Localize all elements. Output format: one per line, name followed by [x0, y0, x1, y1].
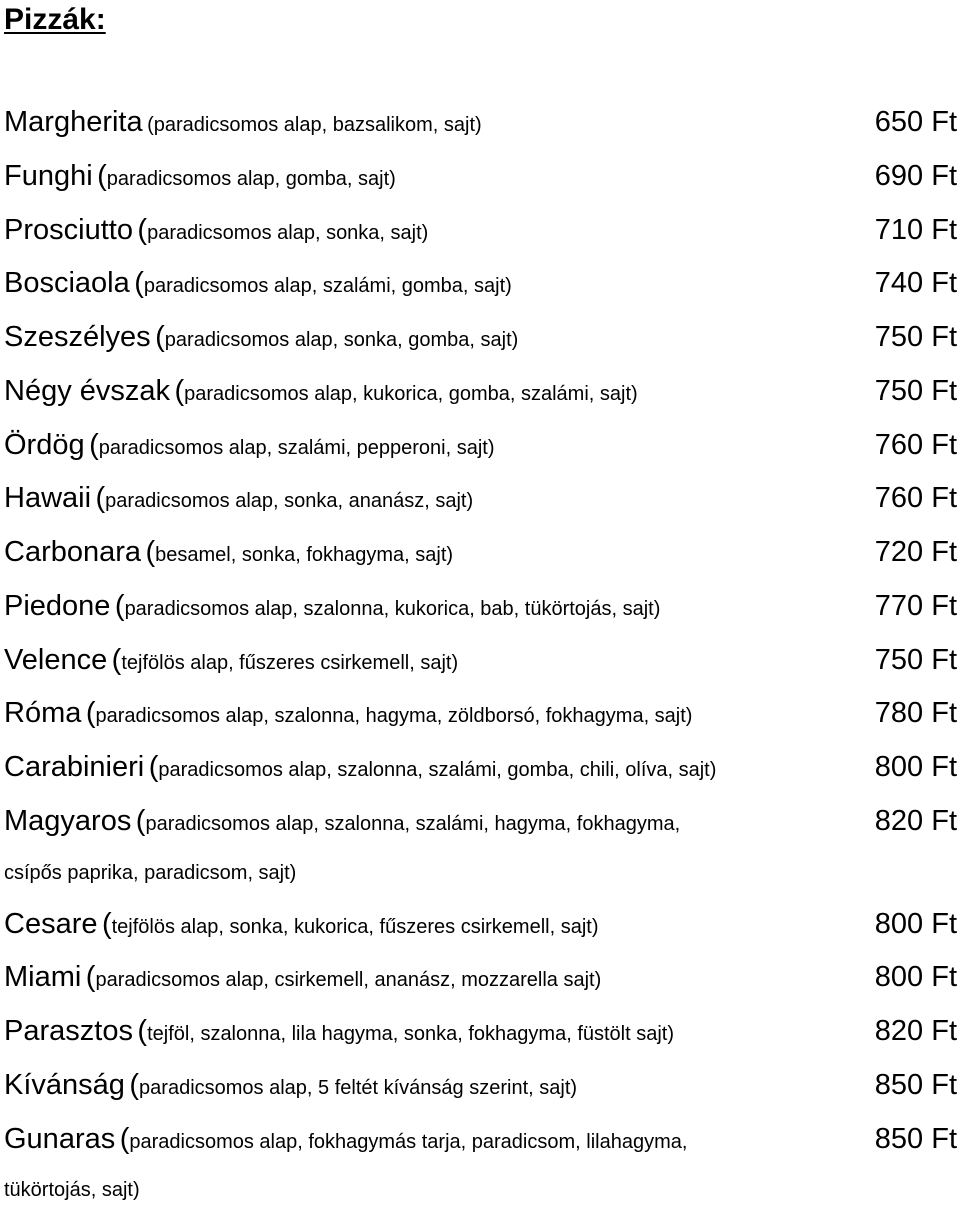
pizza-price: 760 Ft: [874, 482, 957, 515]
pizza-name: Prosciutto: [4, 213, 133, 246]
pizza-item-line: [0, 526, 960, 580]
ingredients-open-paren: (: [114, 589, 125, 622]
page-title: Pizzák:: [4, 3, 106, 36]
pizza-price: 750 Ft: [874, 643, 957, 676]
ingredients-open-paren: (: [145, 536, 156, 568]
pizza-item-line: [0, 311, 960, 365]
pizza-ingredients-continued: tükörtojás, sajt): [4, 1179, 140, 1202]
pizza-name: Cesare: [4, 907, 98, 940]
pizza-name: Carbonara: [4, 536, 142, 568]
ingredients-open-paren: (: [89, 428, 99, 461]
pizza-ingredients: tejfölös alap, fűszeres csirkemell, sajt): [121, 651, 459, 674]
pizza-item: [0, 795, 960, 898]
pizza-item-line: [0, 795, 960, 849]
ingredients-open-paren: (: [155, 321, 165, 353]
pizza-ingredients: paradicsomos alap, kukorica, gomba, szalámi, sajt): [184, 382, 638, 405]
pizza-item: [0, 472, 960, 526]
pizza-item-line: [0, 634, 960, 688]
pizza-ingredients: paradicsomos alap, csirkemell, ananász, mozzarella sajt): [95, 969, 602, 992]
pizza-item-line: [0, 687, 960, 741]
pizza-name: Róma: [4, 697, 82, 730]
pizza-name: Szeszélyes: [4, 321, 151, 353]
pizza-item-line: [0, 951, 960, 1005]
pizza-item: [0, 257, 960, 311]
pizza-list: [0, 96, 960, 1215]
pizza-item: [0, 1005, 960, 1059]
pizza-item-line: [0, 580, 960, 634]
pizza-item-line: [0, 419, 960, 473]
pizza-item-line: [0, 1059, 960, 1113]
pizza-item: [0, 150, 960, 204]
pizza-name: Carabinieri: [4, 751, 145, 783]
pizza-price: 750 Ft: [874, 321, 957, 353]
ingredients-open-paren: (: [95, 482, 106, 515]
pizza-ingredients: paradicsomos alap, szalonna, szalámi, gomba, chili, olíva, sajt): [158, 759, 717, 781]
pizza-item: [0, 419, 960, 473]
ingredients-open-paren: (: [129, 1068, 140, 1101]
pizza-item-line: [0, 150, 960, 204]
pizza-name: Négy évszak: [4, 374, 171, 407]
pizza-item-line: [0, 204, 960, 258]
pizza-price: 750 Ft: [874, 374, 957, 407]
pizza-price: 800 Ft: [874, 751, 957, 783]
pizza-ingredients: besamel, sonka, fokhagyma, sajt): [155, 544, 454, 566]
pizza-item: [0, 1113, 960, 1216]
pizza-price: 760 Ft: [874, 428, 957, 461]
pizza-name: Ördög: [4, 428, 85, 461]
pizza-name: Velence: [4, 643, 108, 676]
ingredients-open-paren: (: [119, 1122, 130, 1155]
pizza-price: 770 Ft: [874, 589, 957, 622]
ingredients-open-paren: (: [148, 751, 159, 783]
pizza-name: Magyaros: [4, 804, 132, 837]
pizza-item: [0, 951, 960, 1005]
ingredients-open-paren: (: [174, 374, 185, 407]
pizza-price: 800 Ft: [874, 907, 957, 940]
pizza-price: 820 Ft: [874, 1015, 957, 1047]
pizza-item: [0, 526, 960, 580]
pizza-name: Miami: [4, 961, 82, 994]
ingredients-open-paren: (: [111, 643, 122, 676]
pizza-item: [0, 898, 960, 952]
pizza-item-line: [0, 1113, 960, 1167]
pizza-price: 740 Ft: [874, 267, 957, 300]
pizza-ingredients: tejfölös alap, sonka, kukorica, fűszeres csirkemell, sajt): [111, 915, 599, 938]
ingredients-open-paren: (: [85, 697, 96, 730]
pizza-item: [0, 634, 960, 688]
pizza-ingredients: paradicsomos alap, sonka, ananász, sajt): [105, 490, 474, 513]
pizza-ingredients-continued: csípős paprika, paradicsom, sajt): [4, 861, 297, 884]
pizza-price: 850 Ft: [874, 1122, 957, 1155]
pizza-item-line: [0, 898, 960, 952]
pizza-name: Parasztos: [4, 1015, 133, 1047]
pizza-item-line: [0, 96, 960, 150]
pizza-item-line: [0, 1005, 960, 1059]
pizza-ingredients: paradicsomos alap, szalámi, pepperoni, sajt): [98, 436, 495, 459]
ingredients-open-paren: (: [101, 907, 112, 940]
pizza-ingredients: paradicsomos alap, gomba, sajt): [106, 167, 396, 190]
pizza-name: Margherita: [4, 106, 143, 138]
pizza-ingredients: paradicsomos alap, fokhagymás tarja, paradicsom, lilahagyma,: [129, 1130, 688, 1153]
pizza-item: [0, 204, 960, 258]
pizza-ingredients: (paradicsomos alap, bazsalikom, sajt): [147, 114, 482, 136]
pizza-item-line: [0, 257, 960, 311]
pizza-ingredients: paradicsomos alap, sonka, sajt): [147, 221, 429, 244]
pizza-price: 850 Ft: [874, 1068, 957, 1101]
pizza-ingredients: paradicsomos alap, sonka, gomba, sajt): [164, 329, 519, 351]
pizza-item: [0, 741, 960, 795]
pizza-ingredients: paradicsomos alap, szalámi, gomba, sajt): [143, 275, 512, 298]
pizza-item: [0, 580, 960, 634]
pizza-price: 820 Ft: [874, 804, 957, 837]
pizza-price: 720 Ft: [874, 536, 957, 568]
pizza-item: [0, 96, 960, 150]
pizza-ingredients: paradicsomos alap, szalonna, hagyma, zöldborsó, fokhagyma, sajt): [95, 705, 693, 728]
pizza-item: [0, 311, 960, 365]
ingredients-open-paren: (: [137, 213, 148, 246]
pizza-name: Gunaras: [4, 1122, 116, 1155]
pizza-ingredients: paradicsomos alap, szalonna, szalámi, hagyma, fokhagyma,: [145, 812, 681, 835]
ingredients-open-paren: (: [134, 267, 144, 300]
pizza-price: 710 Ft: [874, 213, 957, 246]
pizza-name: Bosciaola: [4, 267, 130, 300]
pizza-name: Hawaii: [4, 482, 92, 515]
pizza-name: Funghi: [4, 159, 93, 192]
pizza-price: 650 Ft: [874, 106, 957, 138]
ingredients-open-paren: (: [135, 804, 146, 837]
pizza-item-line: [0, 472, 960, 526]
pizza-name: Kívánság: [4, 1068, 125, 1101]
pizza-ingredients-continued-line: [0, 1166, 960, 1215]
pizza-item: [0, 365, 960, 419]
pizza-price: 690 Ft: [874, 159, 957, 192]
pizza-ingredients: paradicsomos alap, szalonna, kukorica, bab, tükörtojás, sajt): [124, 597, 661, 620]
ingredients-open-paren: (: [137, 1015, 148, 1047]
pizza-ingredients-continued-line: [0, 849, 960, 898]
pizza-ingredients: paradicsomos alap, 5 feltét kívánság szerint, sajt): [139, 1076, 578, 1099]
pizza-price: 800 Ft: [874, 961, 957, 994]
ingredients-open-paren: (: [97, 159, 107, 192]
pizza-item-line: [0, 365, 960, 419]
pizza-item: [0, 687, 960, 741]
pizza-price: 780 Ft: [874, 697, 957, 730]
pizza-item-line: [0, 741, 960, 795]
pizza-name: Piedone: [4, 589, 111, 622]
pizza-ingredients: tejföl, szalonna, lila hagyma, sonka, fokhagyma, füstölt sajt): [147, 1023, 675, 1045]
ingredients-open-paren: (: [85, 961, 96, 994]
pizza-item: [0, 1059, 960, 1113]
